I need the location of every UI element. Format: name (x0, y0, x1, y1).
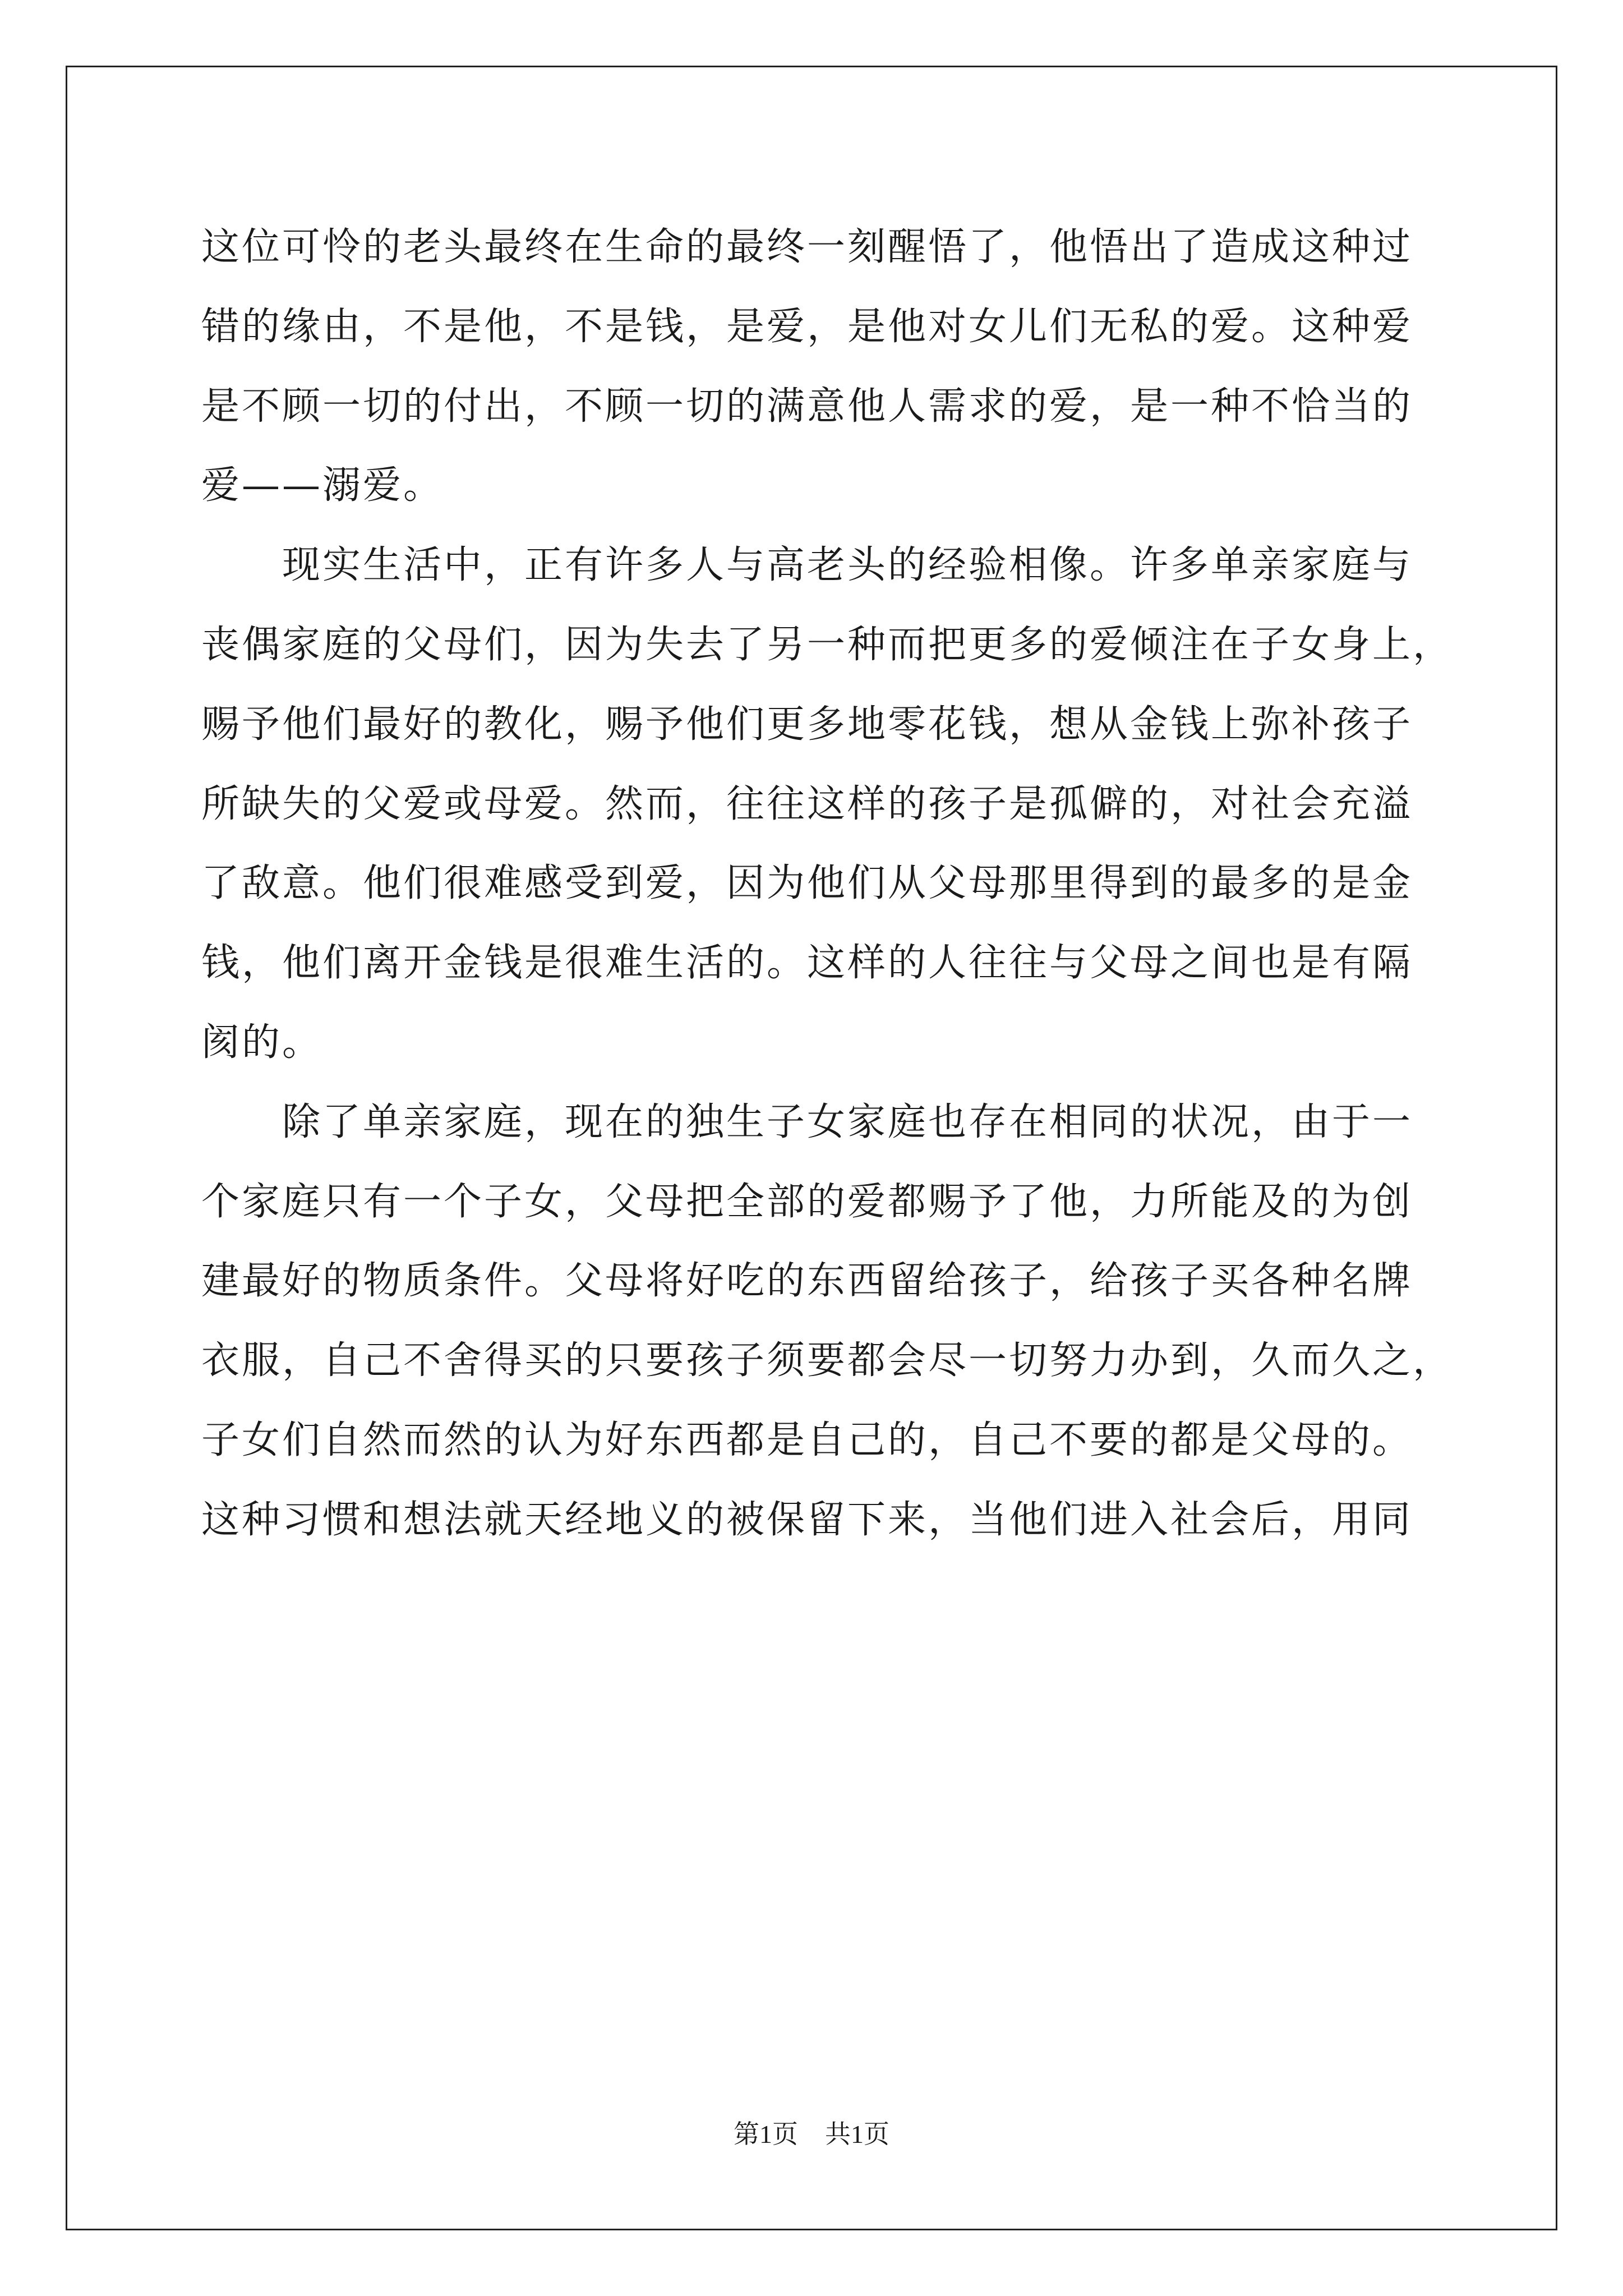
text-line: 现实生活中，正有许多人与高老头的经验相像。许多单亲家庭与 (201, 543, 1413, 588)
text-line: 建最好的物质条件。父母将好吃的东西留给孩子，给孩子买各种名牌 (201, 1259, 1413, 1304)
text-line: 这种习惯和想法就天经地义的被保留下来，当他们进入社会后，用同 (201, 1497, 1413, 1542)
text-line: 所缺失的父爱或母爱。然而，往往这样的孩子是孤僻的，对社会充溢 (201, 781, 1413, 826)
paragraph (201, 526, 1454, 1083)
document-body (201, 208, 1454, 1560)
page-number: 第1页 (734, 2120, 798, 2148)
text-line: 这位可怜的老头最终在生命的最终一刻醒悟了，他悟出了造成这种过 (201, 225, 1413, 269)
text-line: 错的缘由，不是他，不是钱，是爱，是他对女儿们无私的爱。这种爱 (201, 304, 1413, 349)
page-footer (0, 2114, 1623, 2151)
text-line: 丧偶家庭的父母们，因为失去了另一种而把更多的爱倾注在子女身上， (201, 622, 1454, 667)
paragraph (201, 1083, 1454, 1560)
text-line: 子女们自然而然的认为好东西都是自己的，自己不要的都是父母的。 (201, 1418, 1413, 1462)
text-line: 钱，他们离开金钱是很难生活的。这样的人往往与父母之间也是有隔 (201, 941, 1413, 986)
text-line: 了敌意。他们很难感受到爱，因为他们从父母那里得到的最多的是金 (201, 861, 1413, 906)
page-total: 共1页 (825, 2120, 889, 2148)
text-line: 是不顾一切的付出，不顾一切的满意他人需求的爱，是一种不恰当的 (201, 384, 1413, 429)
text-line: 阂的。 (201, 1020, 323, 1065)
text-line: 衣服，自己不舍得买的只要孩子须要都会尽一切努力办到，久而久之， (201, 1338, 1454, 1383)
text-line: 个家庭只有一个子女，父母把全部的爱都赐予了他，力所能及的为创 (201, 1179, 1413, 1224)
text-line: 爱——溺爱。 (201, 463, 444, 508)
paragraph (201, 208, 1435, 526)
text-line: 除了单亲家庭，现在的独生子女家庭也存在相同的状况，由于一 (201, 1099, 1413, 1144)
text-line: 赐予他们最好的教化，赐予他们更多地零花钱，想从金钱上弥补孩子 (201, 702, 1413, 747)
